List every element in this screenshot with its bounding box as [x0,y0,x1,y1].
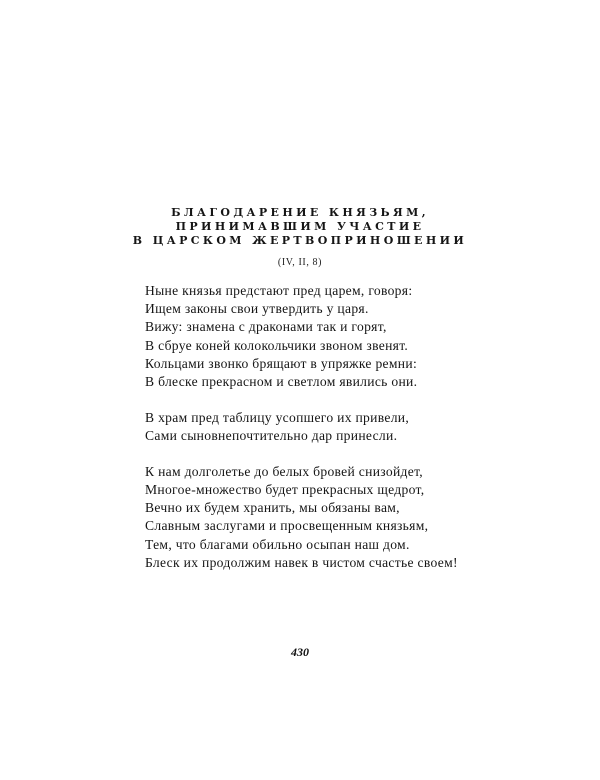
verse-line: Тем, что благами обильно осыпан наш дом. [145,536,410,552]
poem-body [145,282,475,590]
verse-line: Блеск их продолжим навек в чистом счастье своем! [145,554,458,570]
title-line: В ЦАРСКОМ ЖЕРТВОПРИНОШЕНИИ [132,234,468,247]
verse-line: В храм пред таблицу усопшего их привели, [145,409,410,425]
verse-line: Кольцами звонко брящают в упряжке ремни: [145,355,418,371]
verse-line: В сбруе коней колокольчики звоном звенят. [145,337,409,353]
page-number: 430 [291,645,309,659]
verse-line: К нам долголетье до белых бровей снизойдет, [145,463,423,479]
stanza [145,409,475,445]
poem-title [0,206,600,248]
source-reference: (IV, II, 8) [277,257,323,268]
verse-line: Вечно их будем хранить, мы обязаны вам, [145,500,400,516]
verse-line: Сами сыновнепочтительно дар принесли. [145,428,398,444]
stanza [145,282,475,391]
verse-line: Славным заслугами и просвещенным князьям, [145,518,429,534]
verse-line: Ныне князья предстают пред царем, говоря: [145,283,413,298]
verse-line: Вижу: знамена с драконами так и горят, [145,319,387,335]
verse-line: В блеске прекрасном и светлом явились они. [145,374,418,390]
title-line: ПРИНИМАВШИМ УЧАСТИЕ [175,220,425,233]
verse-line: Многое-множество будет прекрасных щедрот, [145,482,425,498]
stanza [145,463,475,572]
title-line: БЛАГОДАРЕНИЕ КНЯЗЬЯМ, [171,206,429,219]
verse-line: Ищем законы свои утвердить у царя. [145,301,369,317]
